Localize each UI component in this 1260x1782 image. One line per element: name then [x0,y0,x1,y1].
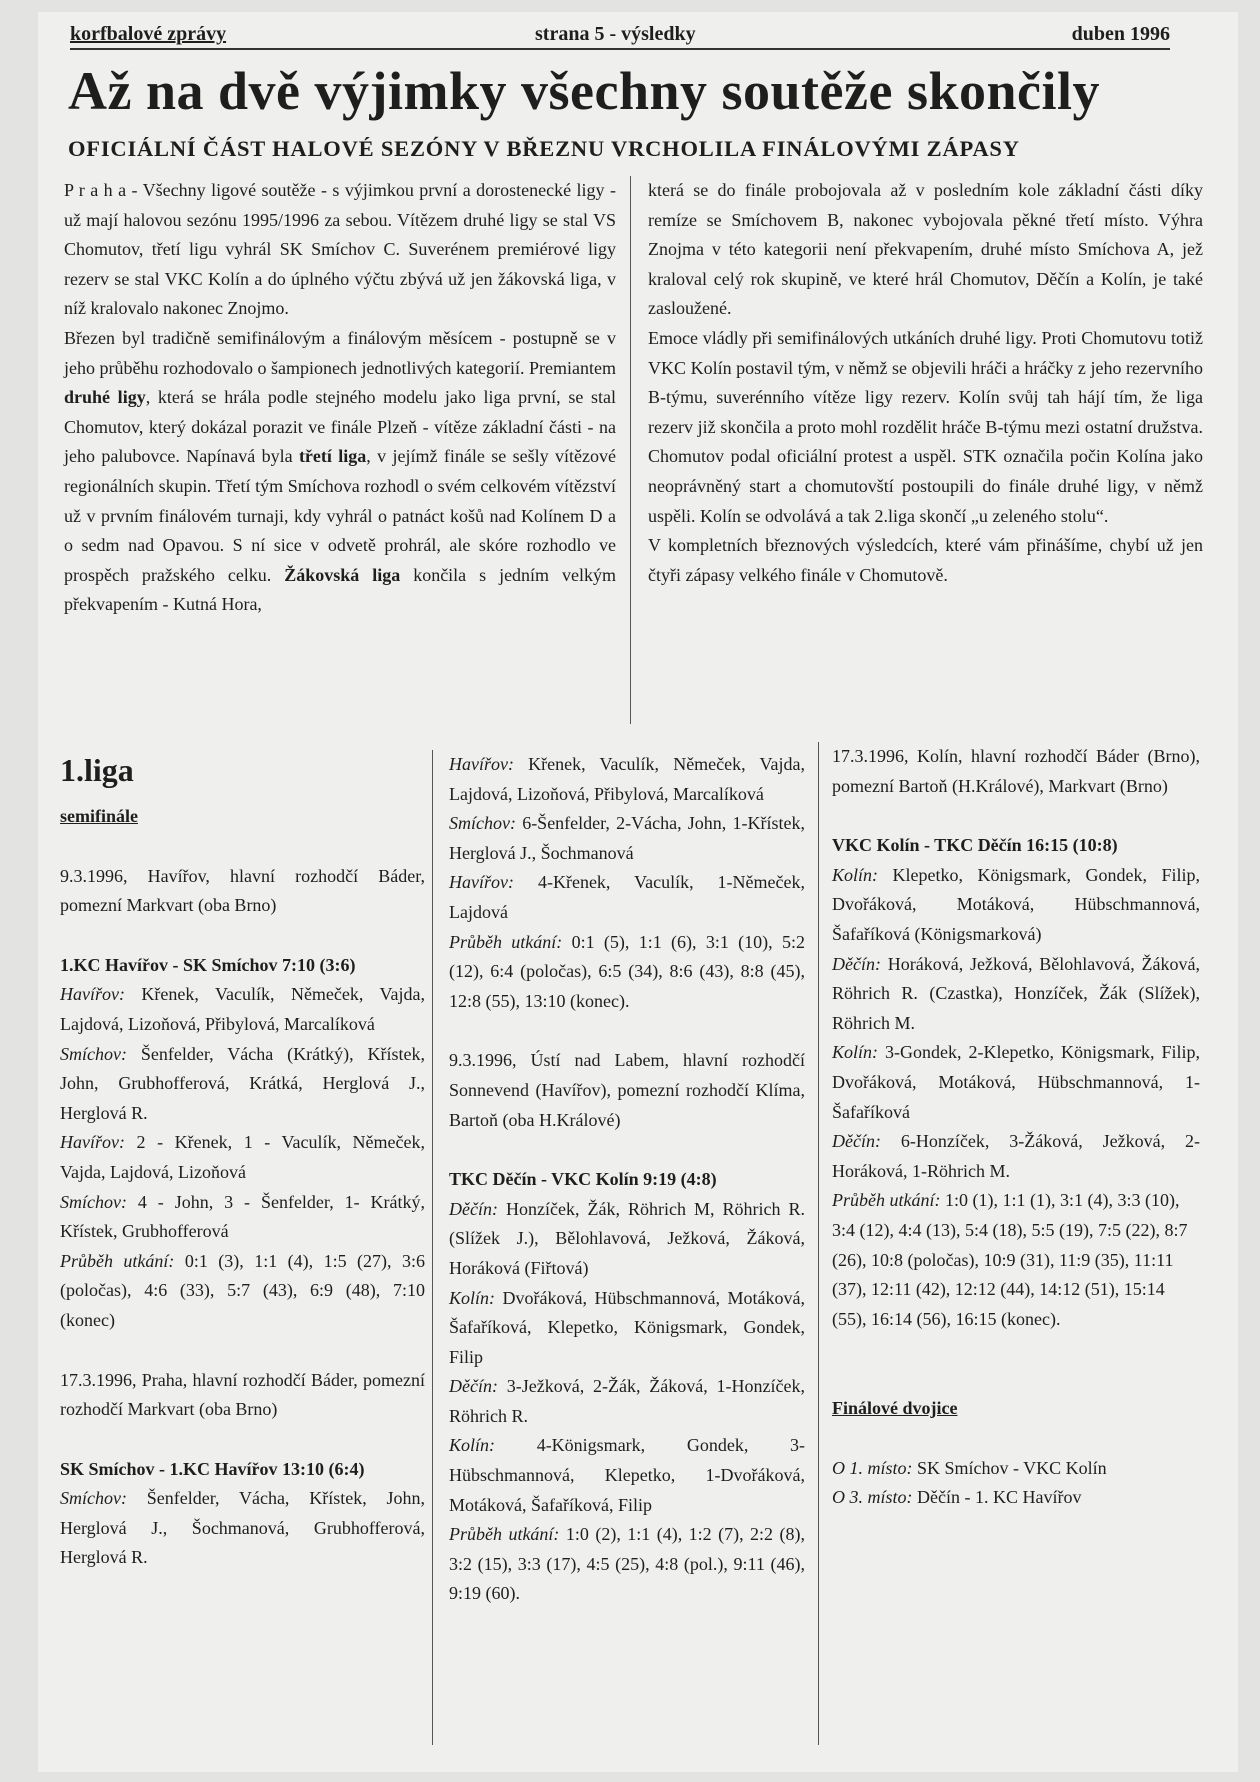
lineup [449,1284,805,1373]
text-run: , která se hrála podle stejného modelu jako liga první, se stal Chomutov, který dokázal porazit ve finále Plzeň - vítěze základní části - na jeho palubovce. Napínavá byla [64,387,617,467]
scorers [832,1127,1200,1186]
match-progress [449,1520,805,1609]
lineup-text: Horáková, Ježková, Bělohlavová, Žáková, Röhrich R. (Czastka), Honzíček, Žák (Slížek), Röhrich M. [832,953,1200,1033]
team-label: Děčín: [832,953,881,974]
lineup [832,950,1200,1039]
pairing-label: O 3. místo: [832,1487,913,1508]
lineup [60,1040,425,1129]
intro-paragraph [64,324,616,620]
lineup [60,1484,425,1573]
spacer [832,1334,1200,1394]
match-title: TKC Děčín - VKC Kolín 9:19 (4:8) [449,1169,717,1190]
team-label: Havířov: [449,872,514,893]
scorers-text: 3-Ježková, 2-Žák, Žáková, 1-Honzíček, Röhrich R. [449,1376,805,1426]
lineup-text: Šenfelder, Vácha, Křístek, John, Herglová J., Šochmanová, Grubhofferová, Herglová R. [60,1488,425,1568]
spacer [449,1016,805,1046]
match-info: 17.3.1996, Kolín, hlavní rozhodčí Báder (Brno), pomezní Bartoň (H.Králové), Markvart (Brno) [832,746,1200,796]
scorers-text: 4 - John, 3 - Šenfelder, 1- Krátký, Křístek, Grubhofferová [60,1191,425,1242]
match-title: 1.KC Havířov - SK Smíchov 7:10 (3:6) [60,954,356,975]
pairing-text: SK Smíchov - VKC Kolín [912,1457,1107,1478]
team-label: Havířov: [60,984,125,1005]
match-info: 9.3.1996, Ústí nad Labem, hlavní rozhodčí Sonnevend (Havířov), pomezní rozhodčí Klíma, Bartoň (oba H.Králové) [449,1050,805,1130]
lineup [60,980,425,1039]
results-column-3 [832,742,1200,1513]
text-run: , v jejímž finále se sešly vítězové regionálních skupin. Třetí tým Smíchova rozhodl o svém celkovém vítězství už v prvním finálovém turnaji, kdy vyhrál o patnáct košů nad Kolínem D a o sedm nad Opavou. S ní sice v odvetě prohrál, ale skóre rozhodlo ve prospěch pražského celku. [64,446,616,585]
scorers [449,868,805,927]
match-progress [449,928,805,1017]
scorers [449,1372,805,1431]
progress-label: Průběh utkání: [60,1250,175,1271]
final-pairing [832,1454,1200,1484]
team-label: Děčín: [449,1198,498,1219]
scorers-text: 3-Gondek, 2-Klepetko, Königsmark, Filip, Dvořáková, Motáková, Hübschmannová, 1-Šafaříková [832,1042,1200,1122]
headline: Až na dvě výjimky všechny soutěže skončily [68,61,1100,121]
subsection-title: semifinále [60,806,138,826]
team-label: Smíchov: [60,1191,127,1212]
scorers [449,809,805,868]
match-info: 9.3.1996, Havířov, hlavní rozhodčí Báder, pomezní Markvart (oba Brno) [60,865,425,916]
progress-label: Průběh utkání: [449,931,563,952]
team-label: Smíchov: [449,813,516,834]
bold-term: druhé ligy [64,387,146,408]
lineup-text: Klepetko, Königsmark, Gondek, Filip, Dvořáková, Motáková, Hübschmannová, Šafaříková (Königsmarková) [832,864,1200,944]
scorers [449,1431,805,1520]
header-date: duben 1996 [1071,23,1170,45]
team-label: Děčín: [832,1131,881,1152]
finals-title: Finálové dvojice [832,1398,958,1419]
scorers-text: 6-Honzíček, 3-Žáková, Ježková, 2-Horáková, 1-Röhrich M. [832,1131,1200,1181]
subheadline: OFICIÁLNÍ ČÁST HALOVÉ SEZÓNY V BŘEZNU VRCHOLILA FINÁLOVÝMI ZÁPASY [68,136,1020,161]
intro-paragraph: P r a h a - Všechny ligové soutěže - s výjimkou první a dorostenecké ligy - už mají halovou sezónu 1995/1996 za sebou. Vítězem druhé ligy se stal VS Chomutov, třetí ligu vyhrál SK Smíchov C. Suverénem premiérové ligy rezerv se stal VKC Kolín a do úplného výčtu zbývá už jen žákovská liga, v níž kralovalo nakonec Znojmo. [64,180,616,319]
match-title: VKC Kolín - TKC Děčín 16:15 (10:8) [832,835,1118,856]
progress-label: Průběh utkání: [832,1190,941,1211]
match-progress [832,1186,1200,1334]
scorers [60,1128,425,1187]
bold-term: Žákovská liga [284,564,401,585]
lineup-text: Křenek, Vaculík, Němeček, Vajda, Lajdová, Lizoňová, Přibylová, Marcalíková [60,984,425,1034]
team-label: Smíchov: [60,1488,127,1509]
text-run: Březen byl tradičně semifinálovým a finálovým měsícem - postupně se v jeho průběhu rozhodovalo o šampionech jednotlivých kategorií. Premiantem [64,327,616,378]
lineup [449,1195,805,1284]
spacer [832,801,1200,831]
team-label: Kolín: [832,1042,879,1063]
scorers-text: 6-Šenfelder, 2-Vácha, John, 1-Křístek, Herglová J., Šochmanová [449,813,805,863]
progress-label: Průběh utkání: [449,1524,560,1545]
page-header [70,18,1170,50]
results-column-2 [449,750,805,1609]
lineup-text: Křenek, Vaculík, Němeček, Vajda, Lajdová, Lizoňová, Přibylová, Marcalíková [449,754,805,804]
column-divider [432,750,433,1745]
pairing-label: O 1. místo: [832,1457,913,1478]
progress-text: 0:1 (5), 1:1 (6), 3:1 (10), 5:2 (12), 6:4 (poločas), 6:5 (34), 8:6 (43), 8:8 (45), 12:8 (55), 13:10 (konec). [449,931,805,1011]
progress-text: 1:0 (1), 1:1 (1), 3:1 (4), 3:3 (10), 3:4 (12), 4:4 (13), 5:4 (18), 5:5 (19), 7:5 (22), 8:7 (26), 10:8 (poločas), 10:9 (31), 11:9 (35), 11:11 (37), 12:11 (42), 12:12 (44), 14:12 (51), 15:14 (55), 16:14 (56), 16:15 (konec). [832,1190,1188,1329]
team-label: Havířov: [449,754,514,774]
team-label: Havířov: [60,1132,125,1153]
lineup-text: Dvořáková, Hübschmannová, Motáková, Šafaříková, Klepetko, Königsmark, Gondek, Filip [449,1287,805,1367]
lineup-text: Honzíček, Žák, Röhrich M, Röhrich R. (Slížek J.), Bělohlavová, Ježková, Žáková, Horáková (Fiřtová) [449,1198,805,1278]
intro-paragraph: V kompletních březnových výsledcích, které vám přinášíme, chybí už jen čtyři zápasy velkého finále v Chomutově. [648,535,1203,585]
team-label: Děčín: [449,1376,498,1397]
match-info: 17.3.1996, Praha, hlavní rozhodčí Báder, pomezní rozhodčí Markvart (oba Brno) [60,1369,425,1420]
lineup-text: Šenfelder, Vácha (Krátký), Křístek, John, Grubhofferová, Krátká, Herglová J., Herglová R. [60,1043,425,1123]
pairing-text: Děčín - 1. KC Havířov [912,1487,1082,1508]
team-label: Kolín: [449,1287,496,1308]
intro-column-2 [648,176,1203,590]
text-run: končila s jedním velkým překvapením - Kutná Hora, [64,564,616,615]
column-divider [630,176,631,724]
lineup [449,750,805,809]
column-divider [818,742,819,1745]
scorers-text: 4-Křenek, Vaculík, 1-Němeček, Lajdová [449,872,805,922]
intro-column-1 [64,176,616,620]
spacer [449,1135,805,1165]
progress-text: 1:0 (2), 1:1 (4), 1:2 (7), 2:2 (8), 3:2 (15), 3:3 (17), 4:5 (25), 4:8 (pol.), 9:11 (46), 9:19 (60). [449,1524,805,1604]
team-label: Kolín: [832,864,879,885]
team-label: Smíchov: [60,1043,127,1064]
lineup [832,861,1200,950]
match-title: SK Smíchov - 1.KC Havířov 13:10 (6:4) [60,1458,365,1479]
spacer [60,1425,425,1455]
scorers [60,1188,425,1247]
spacer [60,1336,425,1366]
intro-paragraph: Emoce vládly při semifinálových utkáních druhé ligy. Proti Chomutovu totiž VKC Kolín postavil tým, v němž se objevili hráči a hráčky z jeho rezervního B-týmu, suverénního vítěze ligy rezerv. Kolín svůj tah hájí tím, že liga rezerv již skončila a proto mohl rozdělit hráče B-týmu mezi ostatní družstva. Chomutov podal oficiální protest a uspěl. STK označila počin Kolína jako neoprávněný start a chomutovští postoupili do finále druhé ligy, v němž uspěli. Kolín se odvolává a tak 2.liga skončí „u zeleného stolu“. [648,327,1203,526]
team-label: Kolín: [449,1435,496,1456]
scorers-text: 2 - Křenek, 1 - Vaculík, Němeček, Vajda, Lajdová, Lizoňová [60,1132,425,1182]
progress-text: 0:1 (3), 1:1 (4), 1:5 (27), 3:6 (poločas), 4:6 (33), 5:7 (43), 6:9 (48), 7:10 (konec) [60,1250,425,1330]
bold-term: třetí liga [298,446,367,467]
spacer [60,921,425,951]
header-publication: korfbalové zprávy [70,23,227,45]
final-pairing [832,1483,1200,1513]
header-page-section: strana 5 - výsledky [535,23,696,45]
scorers [832,1038,1200,1127]
match-progress [60,1247,425,1336]
section-title: 1.liga [60,752,134,788]
intro-paragraph: která se do finále probojovala až v posledním kole základní části díky remíze se Smíchovem B, nakonec vybojovala pěkné třetí místo. Výhra Znojma v této kategorii není překvapením, druhé místo Smíchova A, jež kraloval celý rok skupině, ve které hrál Chomutov, Děčín a Kolín, je také zasloužené. [648,180,1203,319]
scorers-text: 4-Königsmark, Gondek, 3-Hübschmannová, Klepetko, 1-Dvořáková, Motáková, Šafaříková, Filip [449,1435,805,1515]
results-column-1 [60,742,425,1573]
